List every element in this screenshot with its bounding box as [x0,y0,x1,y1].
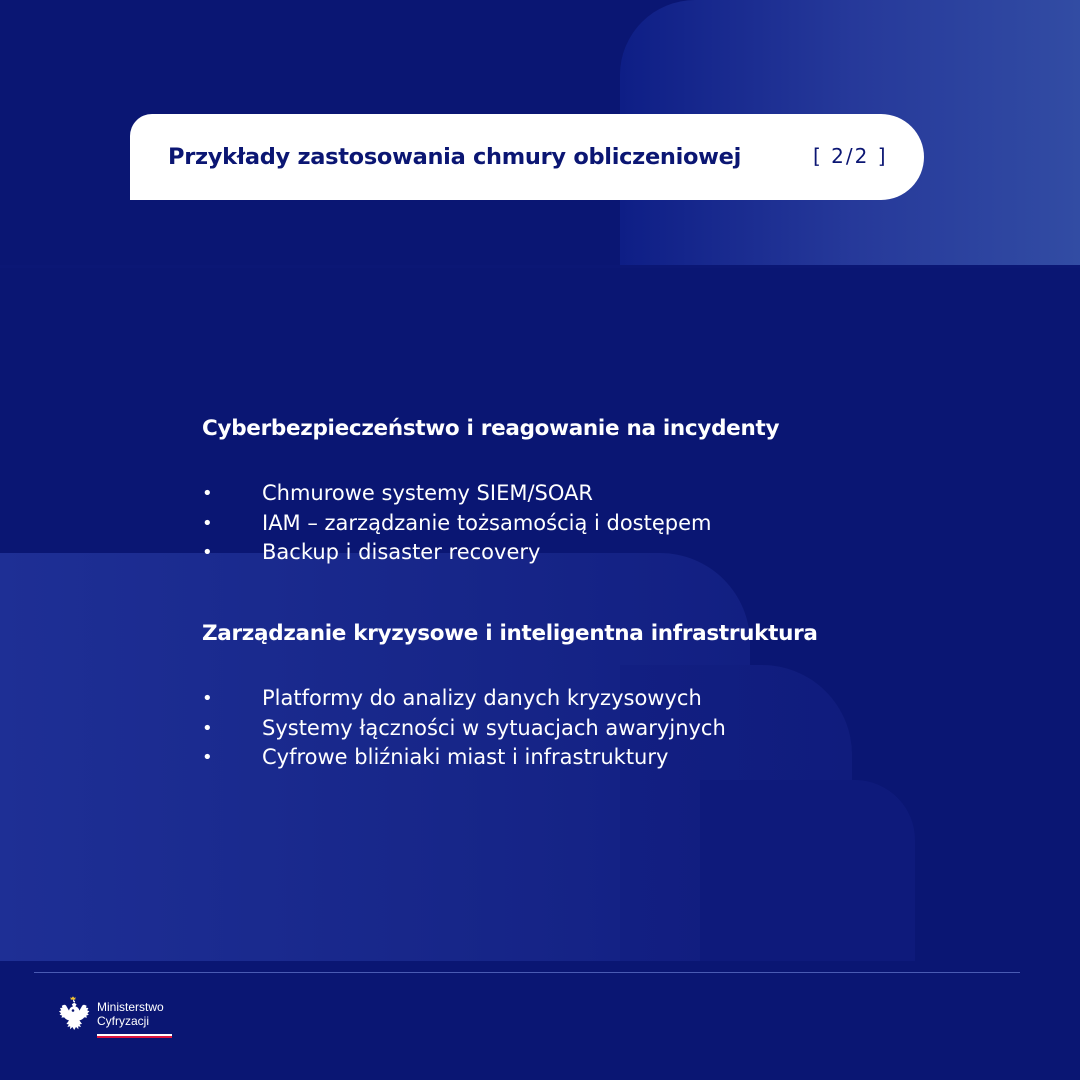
logo-line-2: Cyfryzacji [97,1014,150,1028]
flag-red-stripe [97,1036,172,1038]
list-item [202,743,982,773]
bullet-list [202,479,982,568]
list-item-text: Platformy do analizy danych kryzysowych [262,686,702,710]
header-pill [130,114,924,200]
section-title: Cyberbezpieczeństwo i reagowanie na incydenty [202,416,780,441]
bullet-icon: • [202,512,213,534]
section-cybersecurity [202,412,982,568]
bullet-icon: • [202,747,213,768]
list-item-text: Cyfrowe bliźniaki miast i infrastruktury [262,745,669,769]
list-item-text: IAM – zarządzanie tożsamością i dostępem [262,510,712,535]
polish-flag-stripe [97,1034,172,1038]
list-item [202,684,982,714]
section-title: Zarządzanie kryzysowe i inteligentna infrastruktura [202,621,818,646]
list-item [202,538,982,568]
footer-divider [34,972,1020,973]
section-crisis-management [202,617,982,773]
bullet-icon: • [202,688,213,709]
list-item [202,714,982,744]
page-title: Przykłady zastosowania chmury obliczeniowej [168,144,742,170]
eagle-emblem-icon [54,996,92,1038]
list-item-text: Backup i disaster recovery [262,540,541,564]
page-indicator: [ 2/2 ] [813,144,888,168]
list-item [202,509,982,539]
logo-line-1: Ministerstwo [97,1000,164,1014]
bullet-icon: • [202,717,213,739]
bullet-list [202,684,982,773]
decor-band [0,265,1080,268]
bullet-icon: • [202,483,213,504]
ministry-logo [54,996,184,1042]
list-item-text: Chmurowe systemy SIEM/SOAR [262,481,593,505]
list-item [202,479,982,509]
bullet-icon: • [202,542,213,563]
decor-shape-step [700,780,915,961]
list-item-text: Systemy łączności w sytuacjach awaryjnych [262,715,726,740]
logo-text [97,1000,164,1028]
